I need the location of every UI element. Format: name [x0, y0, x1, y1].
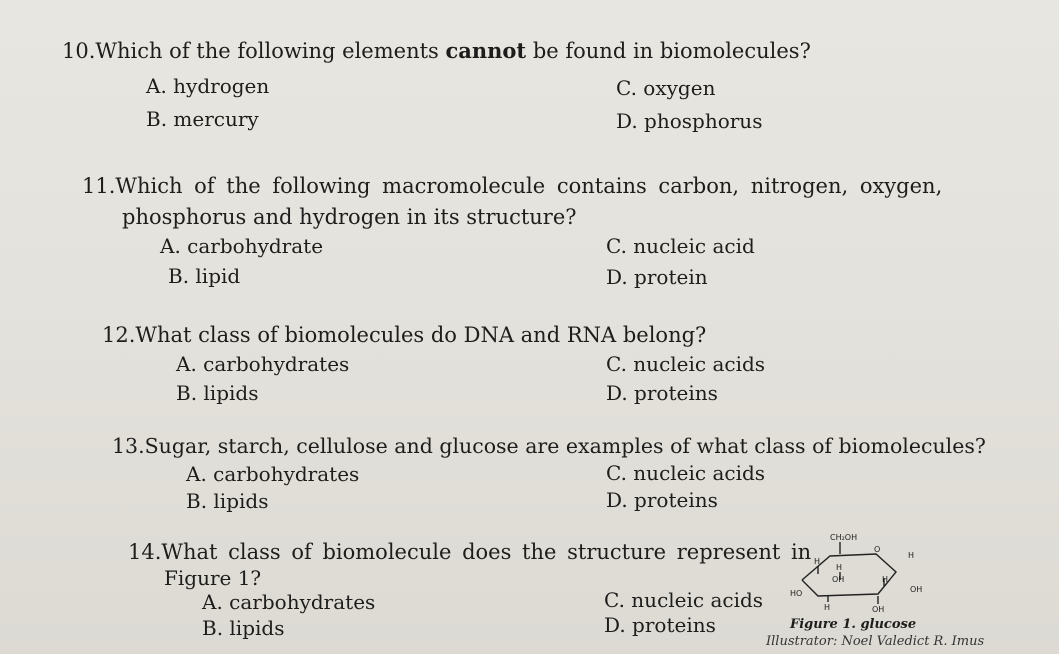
question-13-option-c[interactable]: C. nucleic acids: [606, 461, 766, 485]
question-14-prompt-line1: 14.What class of biomolecule does the structure represent in: [128, 540, 812, 564]
label-h-right: H: [882, 575, 889, 584]
label-h-bottom: H: [824, 603, 831, 612]
glucose-structure-figure: [778, 530, 938, 630]
question-10-prompt: [62, 38, 811, 63]
label-h-center: H: [836, 563, 843, 572]
question-12-option-a[interactable]: A. carbohydrates: [176, 352, 350, 376]
figure-credit: Illustrator: Noel Valedict R. Imus: [766, 634, 985, 649]
glucose-ring-bonds: [802, 542, 896, 604]
question-10-emphasis: cannot: [445, 38, 527, 63]
label-ch2oh: CH₂OH: [830, 533, 858, 542]
question-10-text-end: be found in biomolecules?: [526, 39, 811, 63]
question-10-option-d[interactable]: D. phosphorus: [616, 109, 763, 133]
question-13-option-a[interactable]: A. carbohydrates: [186, 462, 360, 486]
label-oh-bottom: OH: [872, 605, 885, 614]
question-12-option-d[interactable]: D. proteins: [606, 381, 718, 405]
question-11-prompt-line1: 11.Which of the following macromolecule contains carbon, nitrogen, oxygen,: [82, 174, 943, 198]
question-12-option-b[interactable]: B. lipids: [176, 381, 259, 405]
question-11-option-c[interactable]: C. nucleic acid: [606, 234, 755, 258]
label-h-right-top: H: [908, 551, 915, 560]
label-oh-right: OH: [910, 585, 923, 594]
label-oh-center: OH: [832, 575, 845, 584]
question-14-option-c[interactable]: C. nucleic acids: [604, 588, 764, 612]
label-ring-oxygen: O: [874, 545, 881, 554]
question-11-prompt-line2: phosphorus and hydrogen in its structure?: [122, 205, 577, 229]
question-12-option-c[interactable]: C. nucleic acids: [606, 352, 766, 376]
question-11-option-b[interactable]: B. lipid: [168, 264, 241, 288]
question-10-option-a[interactable]: A. hydrogen: [146, 74, 270, 98]
question-12-prompt: 12.What class of biomolecules do DNA and RNA belong?: [102, 323, 707, 347]
question-14-prompt-line2: Figure 1?: [164, 566, 262, 590]
question-10-option-c[interactable]: C. oxygen: [616, 76, 716, 100]
question-10-text-start: 10.Which of the following elements: [62, 39, 446, 63]
question-11-option-d[interactable]: D. protein: [606, 265, 708, 289]
question-14-option-d[interactable]: D. proteins: [604, 613, 716, 637]
question-14-option-b[interactable]: B. lipids: [202, 616, 285, 640]
label-h-left: H: [814, 557, 821, 566]
question-11-option-a[interactable]: A. carbohydrate: [160, 234, 324, 258]
question-13-prompt: 13.Sugar, starch, cellulose and glucose are examples of what class of biomolecules?: [112, 434, 986, 458]
question-14-option-a[interactable]: A. carbohydrates: [202, 590, 376, 614]
label-ho-left: HO: [790, 589, 803, 598]
question-13-option-d[interactable]: D. proteins: [606, 488, 718, 512]
question-13-option-b[interactable]: B. lipids: [186, 489, 269, 513]
figure-caption: Figure 1. glucose: [790, 617, 917, 632]
question-10-option-b[interactable]: B. mercury: [146, 107, 259, 131]
